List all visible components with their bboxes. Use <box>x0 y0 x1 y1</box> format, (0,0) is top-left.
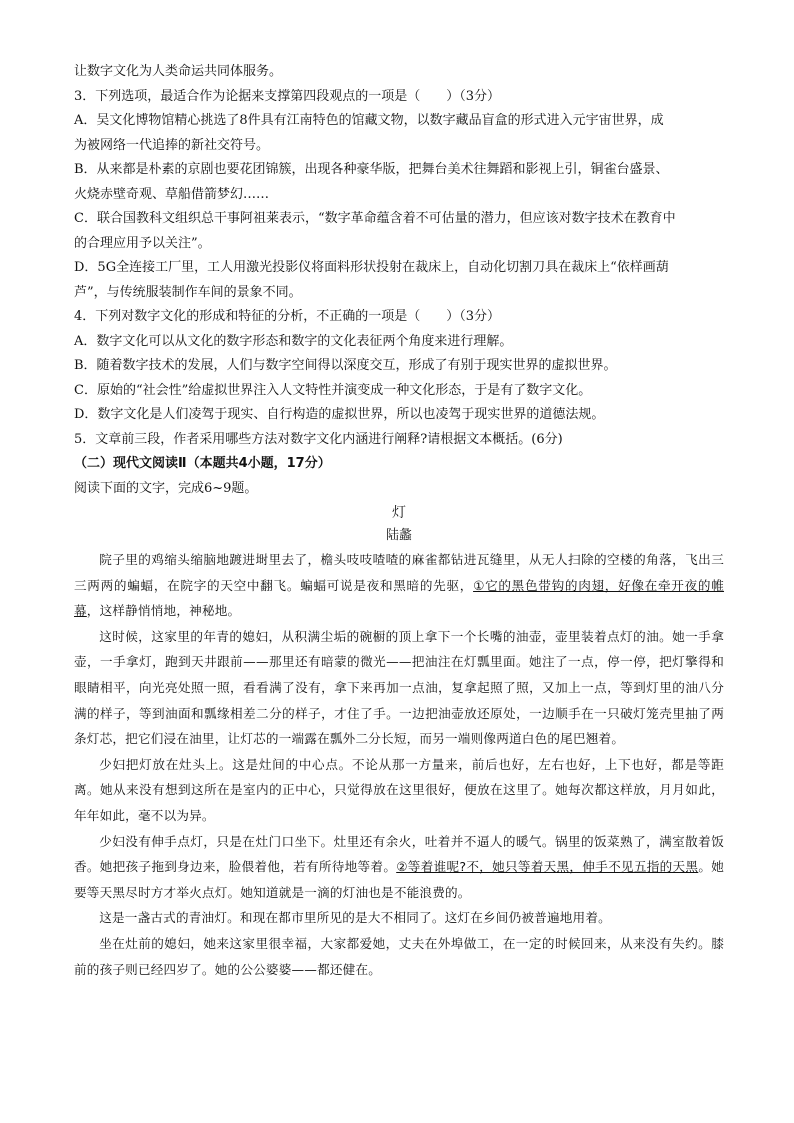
question-3-option-d-cont: 芦”，与传统服装制作车间的景象不同。 <box>74 284 302 300</box>
question-4-option-b: B．随着数字技术的发展，人们与数字空间得以深度交互，形成了有别于现实世界的虚拟世界。 <box>74 358 617 373</box>
question-3-option-c-cont: 的合理应用予以关注”。 <box>74 235 211 251</box>
question-3-stem: 3．下列选项，最适合作为论据来支撑第四段观点的一项是（ ）（3分） <box>74 88 501 104</box>
question-3-option-b-cont: 火烧赤壁奇观、草船借箭梦幻…… <box>74 186 270 202</box>
story-paragraph-2: 这时候，这家里的年青的媳妇，从积满尘垢的碗橱的顶上拿下一个长嘴的油壶，壶里装着点灯的油。她一手拿壶，一手拿灯，跑到天井跟前——那里还有暗蒙的微光——把油注在灯瓢里面。她注了一点，停一停，把灯擎得和眼睛相平，向光亮处照一照，看看满了没有，拿下来再加一点油，复拿起照了照，又加上一点，等到灯里的油八分满的样子，等到油面和瓢缘相差二分的样子，才住了手。一边把油壶放还原处，一边顺手在一只破灯笼壳里抽了两条灯芯，把它们浸在油里，让灯芯的一端露在瓢外二分长短，而另一端则像两道白色的尾巴翘着。 <box>74 628 724 747</box>
story-paragraph-1: 院子里的鸡缩头缩脑地踱进埘里去了，檐头吱吱喳喳的麻雀都钻进瓦缝里，从无人扫除的空楼的角落，飞出三三两两的蝙蝠，在院字的天空中翻飞。蝙蝠可说是夜和黑暗的先驱，①它的黑色带钩的肉翅，好像在牵开夜的帷幕，这样静悄悄地，神秘地。 <box>74 552 725 619</box>
story-paragraph-6: 坐在灶前的媳妇，她来这家里很幸福，大家都爱她，丈夫在外埠做工，在一定的时候回来，从来没有失约。膝前的孩子则已经四岁了。她的公公婆婆——都还健在。 <box>74 935 724 977</box>
underlined-sentence-1: ①它的黑色带钩的肉翅，好像在牵开夜的帷幕 <box>74 577 725 619</box>
question-3-option-a: A．吴文化博物馆精心挑选了8件具有江南特色的馆藏文物，以数字藏品盲盒的形式进入元宇宙世界，成 <box>74 113 664 128</box>
question-4-stem: 4．下列对数字文化的形成和特征的分析，不正确的一项是（ ）（3分） <box>74 309 501 324</box>
story-title: 灯 <box>392 505 406 521</box>
question-4-option-a: A．数字文化可以从文化的数字形态和数字的文化表征两个角度来进行理解。 <box>74 333 513 349</box>
question-4-option-c: C．原始的“社会性”给虚拟世界注入人文特性并演变成一种文化形态，于是有了数字文化。 <box>74 382 592 398</box>
story-paragraph-5: 这是一盏古式的青油灯。和现在都市里所见的是大不相同了。这灯在乡间仍被普遍地用着。 <box>99 910 611 926</box>
question-3-option-d: D．5G全连接工厂里，工人用激光投影仪将面料形状投射在裁床上，自动化切割刀具在裁床上“依样画葫 <box>74 260 669 275</box>
underlined-sentence-2: ②等着谁呢?不，她只等着天黑，伸手不见五指的天黑 <box>396 859 699 875</box>
question-3-option-b: B．从来都是朴素的京剧也要花团锦簇，出现各种豪华版，把舞台美术往舞蹈和影视上引，铜雀台盛景、 <box>74 162 669 177</box>
question-4-option-d: D．数字文化是人们凌驾于现实、自行构造的虚拟世界，所以也凌驾于现实世界的道德法规。 <box>74 407 605 422</box>
section-heading: （二）现代文阅读Ⅱ（本题共4小题，17分） <box>74 456 331 471</box>
story-paragraph-4: 少妇没有伸手点灯，只是在灶门口坐下。灶里还有余火，吐着并不逼人的暖气。锅里的饭菜熟了，满室散着饭香。她把孩子拖到身边来，脸偎着他，若有所待地等着。②等着谁呢?不，她只等着天黑，伸手不见五指的天黑。她要等天黑尽时方才举火点灯。她知道就是一滴的灯油也是不能浪费的。 <box>74 833 724 900</box>
text-line: 让数字文化为人类命运共同体服务。 <box>74 64 283 79</box>
question-5: 5．文章前三段，作者采用哪些方法对数字文化内涵进行阐释?请根据文本概括。(6分) <box>74 431 563 447</box>
reading-instruction: 阅读下面的文字，完成6~9题。 <box>74 480 258 496</box>
story-author: 陆蠡 <box>385 528 412 543</box>
story-paragraph-3: 少妇把灯放在灶头上。这是灶间的中心点。不论从那一方量来，前后也好，左右也好，上下也好，都是等距离。她从来没有想到这所在是室内的正中心，只觉得放在这里很好，便放在这里了。她每次都这样放，月月如此，年年如此，毫不以为异。 <box>74 756 724 823</box>
document-page <box>74 60 724 982</box>
question-3-option-c: C．联合国教科文组织总干事阿祖莱表示，“数字革命蕴含着不可估量的潜力，但应该对数字技术在教育中 <box>74 211 676 226</box>
question-3-option-a-cont: 为被网络一代追捧的新社交符号。 <box>74 137 270 153</box>
